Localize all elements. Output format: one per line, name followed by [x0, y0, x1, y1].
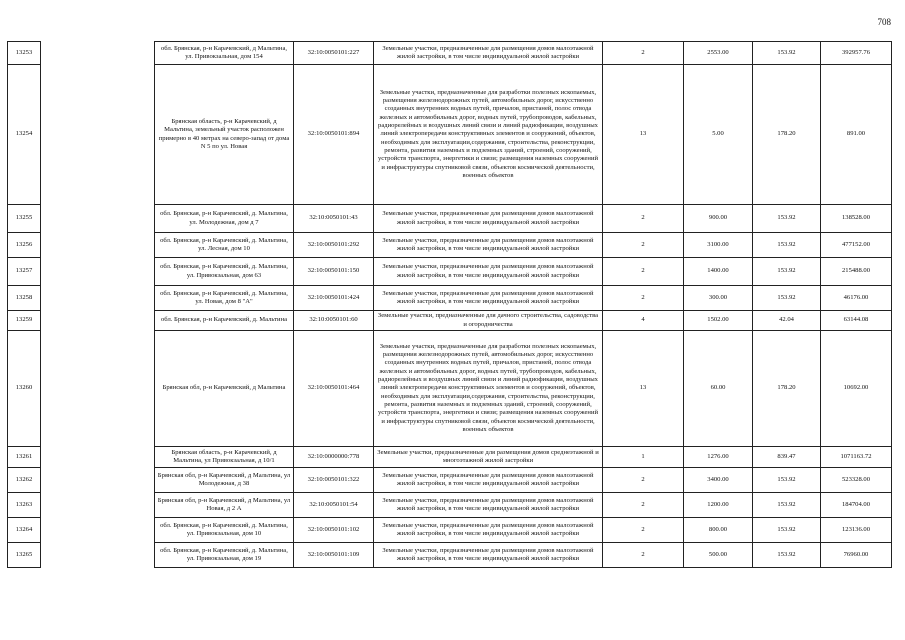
row-number-cell: 13254 — [8, 65, 41, 205]
spacer-cell — [41, 543, 155, 568]
specific-value-cell: 153.92 — [753, 286, 821, 311]
group-number-cell: 4 — [603, 311, 684, 331]
address-cell: обл. Брянская, р-н Карачевский, д Мальтина, ул. Привокзальная, дом 154 — [155, 42, 294, 65]
row-number-cell: 13264 — [8, 518, 41, 543]
address-cell: Брянская обл, р-н Карачевский, д Мальтина — [155, 331, 294, 447]
group-number-cell: 2 — [603, 42, 684, 65]
cadastral-number-cell: 32:10:0050101:894 — [294, 65, 374, 205]
area-cell: 2553.00 — [684, 42, 753, 65]
group-number-cell: 2 — [603, 286, 684, 311]
row-number-cell: 13257 — [8, 258, 41, 286]
area-cell: 1502.00 — [684, 311, 753, 331]
table-row — [8, 233, 892, 258]
group-number-cell: 2 — [603, 205, 684, 233]
land-use-category-cell: Земельные участки, предназначенные для размещения домов малоэтажной жилой застройки, в том числе индивидуальной жилой застройки — [374, 493, 603, 518]
address-cell: обл. Брянская, р-н Карачевский, д. Мальтина, ул. Молодежная, дом д 7 — [155, 205, 294, 233]
table-row — [8, 447, 892, 468]
table-row — [8, 468, 892, 493]
cadastral-value-cell: 123136.00 — [821, 518, 892, 543]
table-row — [8, 65, 892, 205]
specific-value-cell: 839.47 — [753, 447, 821, 468]
land-use-category-cell: Земельные участки, предназначенные для размещения домов малоэтажной жилой застройки, в том числе индивидуальной жилой застройки — [374, 468, 603, 493]
area-cell: 5.00 — [684, 65, 753, 205]
cadastral-number-cell: 32:10:0050101:60 — [294, 311, 374, 331]
table-row — [8, 543, 892, 568]
row-number-cell: 13258 — [8, 286, 41, 311]
row-number-cell: 13261 — [8, 447, 41, 468]
land-use-category-cell: Земельные участки, предназначенные для разработки полезных ископаемых, размещения железнодорожных путей, автомобильных дорог, искусственно созданных внутренних водных путей, причалов, пристаней, полос отвода железных и автомобильных дорог, водных путей, трубопроводов, кабельных, радиорелейных и воздушных линий связи и линий радиофикации, воздушных линий электропередачи конструктивных элементов и сооружений, объектов, необходимых для эксплуатации,содержания, строительства, реконструкции, ремонта, развития наземных и подземных зданий, строений, сооружений, устройств транспорта, энергетики и связи; размещения наземных сооружений и инфраструктуры спутниковой связи, объектов космической деятельности, военных объектов — [374, 65, 603, 205]
group-number-cell: 13 — [603, 65, 684, 205]
address-cell: обл. Брянская, р-н Карачевский, д. Мальтина, ул. Привокзальная, дом 19 — [155, 543, 294, 568]
table-row — [8, 331, 892, 447]
cadastral-value-cell: 138528.00 — [821, 205, 892, 233]
cadastral-value-cell: 477152.00 — [821, 233, 892, 258]
specific-value-cell: 153.92 — [753, 468, 821, 493]
spacer-cell — [41, 311, 155, 331]
table-row — [8, 493, 892, 518]
land-use-category-cell: Земельные участки, предназначенные для размещения домов малоэтажной жилой застройки, в том числе индивидуальной жилой застройки — [374, 42, 603, 65]
cadastral-value-cell: 46176.00 — [821, 286, 892, 311]
land-use-category-cell: Земельные участки, предназначенные для размещения домов малоэтажной жилой застройки, в том числе индивидуальной жилой застройки — [374, 233, 603, 258]
area-cell: 300.00 — [684, 286, 753, 311]
spacer-cell — [41, 331, 155, 447]
group-number-cell: 1 — [603, 447, 684, 468]
address-cell: обл. Брянская, р-н Карачевский, д. Мальтина, ул. Привокзальная, дом 10 — [155, 518, 294, 543]
table-body — [8, 42, 892, 568]
address-cell: обл. Брянская, р-н Карачевский, д. Мальтина, ул. Лесная, дом 10 — [155, 233, 294, 258]
row-number-cell: 13263 — [8, 493, 41, 518]
land-use-category-cell: Земельные участки, предназначенные для размещения домов малоэтажной жилой застройки, в том числе индивидуальной жилой застройки — [374, 286, 603, 311]
area-cell: 800.00 — [684, 518, 753, 543]
group-number-cell: 2 — [603, 468, 684, 493]
spacer-cell — [41, 205, 155, 233]
cadastral-number-cell: 32:10:0050101:43 — [294, 205, 374, 233]
area-cell: 3400.00 — [684, 468, 753, 493]
specific-value-cell: 153.92 — [753, 42, 821, 65]
row-number-cell: 13255 — [8, 205, 41, 233]
area-cell: 500.00 — [684, 543, 753, 568]
group-number-cell: 2 — [603, 258, 684, 286]
cadastral-value-cell: 215488.00 — [821, 258, 892, 286]
cadastral-number-cell: 32:10:0050101:109 — [294, 543, 374, 568]
row-number-cell: 13265 — [8, 543, 41, 568]
spacer-cell — [41, 518, 155, 543]
spacer-cell — [41, 468, 155, 493]
land-use-category-cell: Земельные участки, предназначенные для размещения домов малоэтажной жилой застройки, в том числе индивидуальной жилой застройки — [374, 205, 603, 233]
table-row — [8, 42, 892, 65]
cadastral-value-cell: 891.00 — [821, 65, 892, 205]
cadastral-value-table — [7, 41, 892, 568]
cadastral-value-cell: 523328.00 — [821, 468, 892, 493]
cadastral-number-cell: 32:10:0050101:464 — [294, 331, 374, 447]
address-cell: Брянская обл, р-н Карачевский, д Мальтина, ул Новая, д 2 А — [155, 493, 294, 518]
cadastral-number-cell: 32:10:0050101:292 — [294, 233, 374, 258]
specific-value-cell: 153.92 — [753, 258, 821, 286]
group-number-cell: 2 — [603, 233, 684, 258]
cadastral-number-cell: 32:10:0050101:424 — [294, 286, 374, 311]
specific-value-cell: 153.92 — [753, 493, 821, 518]
address-cell: Брянская область, р-н Карачевский, д Мальтина, земельный участок расположен примерно в 40 метрах на северо-запад от дома N 5 по ул. Новая — [155, 65, 294, 205]
spacer-cell — [41, 258, 155, 286]
land-use-category-cell: Земельные участки, предназначенные для размещения домов малоэтажной жилой застройки, в том числе индивидуальной жилой застройки — [374, 543, 603, 568]
table-row — [8, 518, 892, 543]
address-cell: Брянская область, р-н Карачевский, д Мальтина, ул Привокзальная, д 10/1 — [155, 447, 294, 468]
area-cell: 60.00 — [684, 331, 753, 447]
area-cell: 1276.00 — [684, 447, 753, 468]
specific-value-cell: 153.92 — [753, 205, 821, 233]
address-cell: обл. Брянская, р-н Карачевский, д. Мальтина, ул. Новая, дом 8 "А" — [155, 286, 294, 311]
row-number-cell: 13259 — [8, 311, 41, 331]
group-number-cell: 13 — [603, 331, 684, 447]
group-number-cell: 2 — [603, 518, 684, 543]
row-number-cell: 13256 — [8, 233, 41, 258]
cadastral-value-cell: 1071163.72 — [821, 447, 892, 468]
table-row — [8, 286, 892, 311]
specific-value-cell: 178.20 — [753, 331, 821, 447]
spacer-cell — [41, 493, 155, 518]
specific-value-cell: 153.92 — [753, 543, 821, 568]
specific-value-cell: 153.92 — [753, 518, 821, 543]
land-use-category-cell: Земельные участки, предназначенные для разработки полезных ископаемых, размещения железнодорожных путей, автомобильных дорог, искусственно созданных внутренних водных путей, причалов, пристаней, полос отвода железных и автомобильных дорог, водных путей, трубопроводов, кабельных, радиорелейных и воздушных линий связи и линий радиофикации, воздушных линий электропередачи конструктивных элементов и сооружений, объектов, необходимых для эксплуатации,содержания, строительства, реконструкции, ремонта, развития наземных и подземных зданий, строений, сооружений, устройств транспорта, энергетики и связи; размещения наземных сооружений и инфраструктуры спутниковой связи, объектов космической деятельности, военных объектов — [374, 331, 603, 447]
spacer-cell — [41, 42, 155, 65]
table-row — [8, 311, 892, 331]
table-row — [8, 205, 892, 233]
address-cell: обл. Брянская, р-н Карачевский, д. Мальтина — [155, 311, 294, 331]
group-number-cell: 2 — [603, 493, 684, 518]
cadastral-value-cell: 184704.00 — [821, 493, 892, 518]
table-row — [8, 258, 892, 286]
address-cell: Брянская обл, р-н Карачевский, д Мальтина, ул Молодежная, д 38 — [155, 468, 294, 493]
cadastral-value-cell: 10692.00 — [821, 331, 892, 447]
cadastral-number-cell: 32:10:0050101:322 — [294, 468, 374, 493]
cadastral-number-cell: 32:10:0050101:150 — [294, 258, 374, 286]
land-use-category-cell: Земельные участки, предназначенные для размещения домов среднеэтажной и многоэтажной жилой застройки — [374, 447, 603, 468]
cadastral-number-cell: 32:10:0050101:54 — [294, 493, 374, 518]
spacer-cell — [41, 65, 155, 205]
spacer-cell — [41, 233, 155, 258]
land-use-category-cell: Земельные участки, предназначенные для дачного строительства, садоводства и огородничества — [374, 311, 603, 331]
specific-value-cell: 153.92 — [753, 233, 821, 258]
land-use-category-cell: Земельные участки, предназначенные для размещения домов малоэтажной жилой застройки, в том числе индивидуальной жилой застройки — [374, 518, 603, 543]
row-number-cell: 13260 — [8, 331, 41, 447]
cadastral-value-cell: 392957.76 — [821, 42, 892, 65]
area-cell: 900.00 — [684, 205, 753, 233]
cadastral-number-cell: 32:10:0000000:778 — [294, 447, 374, 468]
group-number-cell: 2 — [603, 543, 684, 568]
row-number-cell: 13253 — [8, 42, 41, 65]
page-number: 708 — [877, 17, 891, 27]
cadastral-value-cell: 76960.00 — [821, 543, 892, 568]
cadastral-value-cell: 63144.08 — [821, 311, 892, 331]
address-cell: обл. Брянская, р-н Карачевский, д. Мальтина, ул. Привокзальная, дом 63 — [155, 258, 294, 286]
cadastral-number-cell: 32:10:0050101:227 — [294, 42, 374, 65]
area-cell: 1400.00 — [684, 258, 753, 286]
area-cell: 3100.00 — [684, 233, 753, 258]
specific-value-cell: 178.20 — [753, 65, 821, 205]
land-use-category-cell: Земельные участки, предназначенные для размещения домов малоэтажной жилой застройки, в том числе индивидуальной жилой застройки — [374, 258, 603, 286]
specific-value-cell: 42.04 — [753, 311, 821, 331]
row-number-cell: 13262 — [8, 468, 41, 493]
area-cell: 1200.00 — [684, 493, 753, 518]
spacer-cell — [41, 447, 155, 468]
spacer-cell — [41, 286, 155, 311]
cadastral-number-cell: 32:10:0050101:102 — [294, 518, 374, 543]
